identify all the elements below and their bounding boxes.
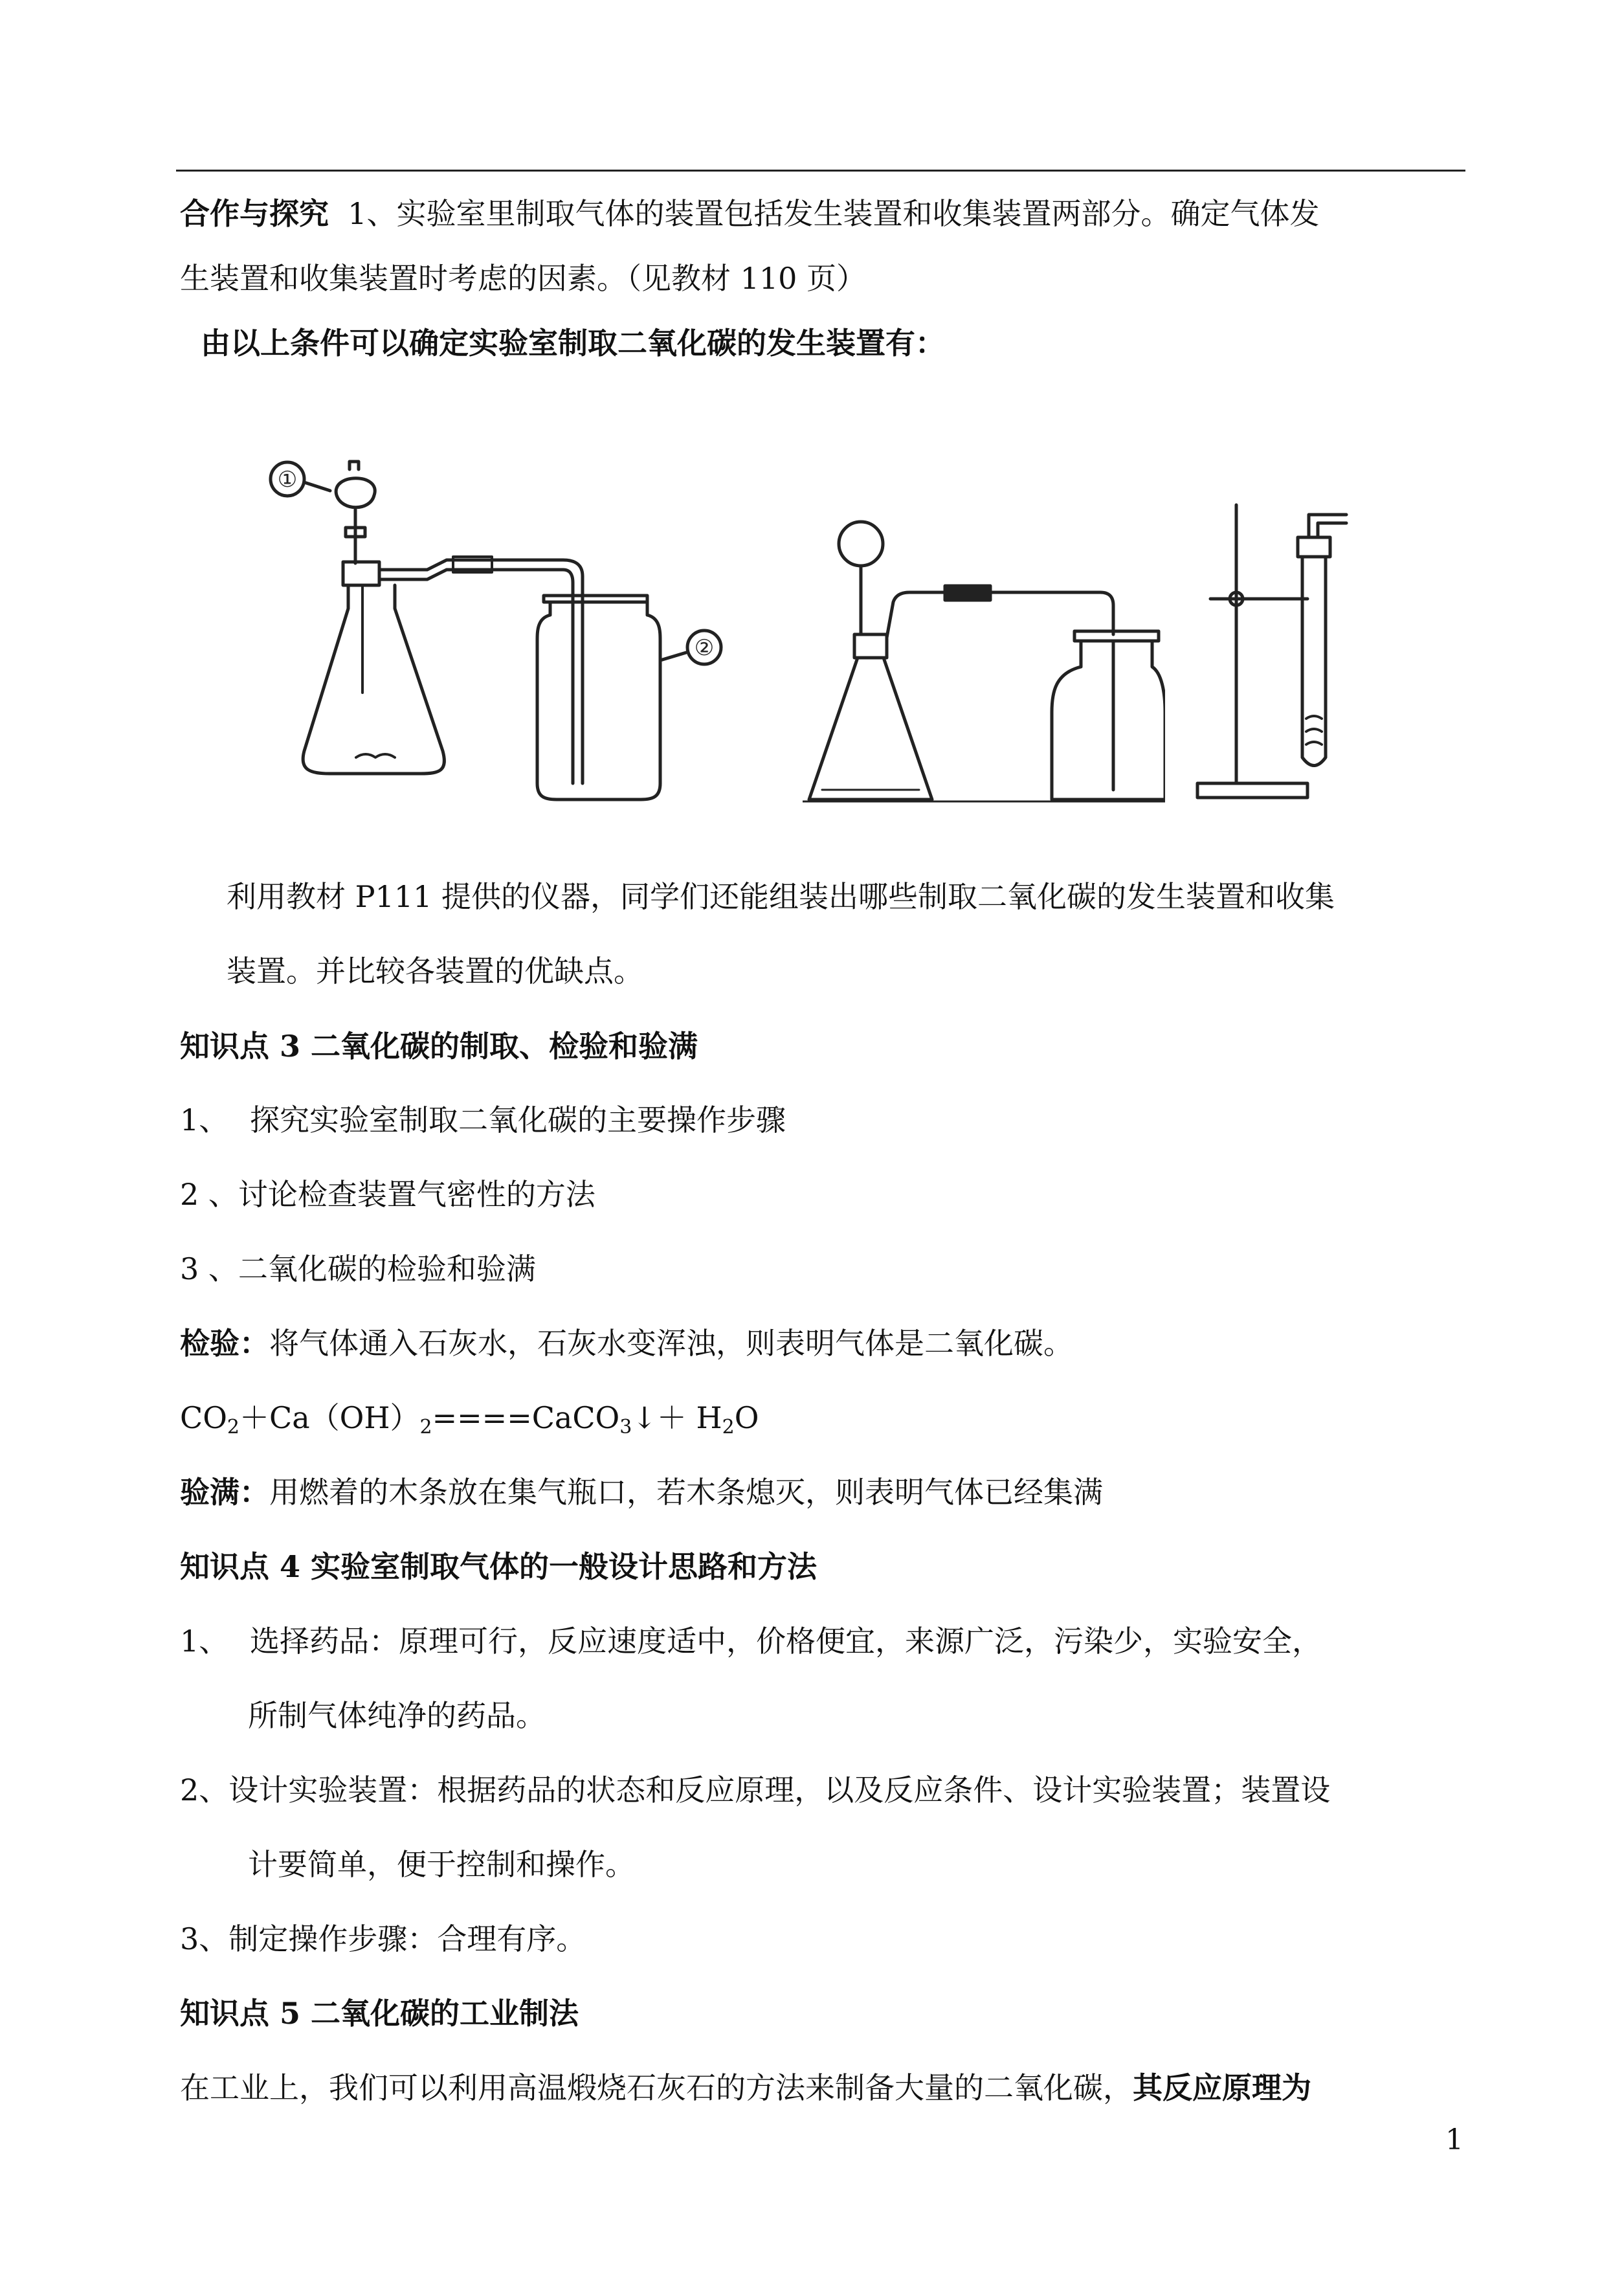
kp3-item-1-text: 探究实验室制取二氧化碳的主要操作步骤 [250, 1102, 786, 1137]
eq-part: O [734, 1400, 759, 1435]
apparatus-figure-middle [803, 505, 1165, 816]
kp4-heading: 知识点 4 实验室制取气体的一般设计思路和方法 [180, 1549, 818, 1584]
kp4-item-1-text: 选择药品：原理可行，反应速度适中，价格便宜，来源广泛，污染少，实验安全， [250, 1624, 1322, 1659]
apparatus-figure-right [1191, 498, 1385, 809]
kp5-text-plain: 在工业上，我们可以利用高温煅烧石灰石的方法来制备大量的二氧化碳， [180, 2070, 1133, 2105]
kp5-heading: 知识点 5 二氧化碳的工业制法 [180, 1996, 579, 2031]
eq-sub: 3 [619, 1416, 632, 1438]
kp3-full-label: 验满： [180, 1475, 269, 1510]
kp4-item-1 [180, 1622, 1322, 1661]
kp4-item-2-cont: 计要简单，便于控制和操作。 [248, 1847, 635, 1882]
p111-line-2: 装置。并比较各装置的优缺点。 [227, 954, 643, 989]
intro-text-1: 1、实验室里制取气体的装置包括发生装置和收集装置两部分。确定气体发 [348, 196, 1320, 231]
eq-sub: 2 [227, 1416, 240, 1438]
kp3-item-1 [180, 1101, 786, 1139]
intro-line-1 [180, 194, 1320, 233]
eq-sub: 2 [722, 1416, 735, 1438]
eq-part: ====CaCO [432, 1400, 620, 1435]
kp4-item-3: 3、制定操作步骤：合理有序。 [180, 1921, 586, 1956]
kp5-text-bold: 其反应原理为 [1133, 2070, 1311, 2105]
figure-label-1: ① [277, 467, 298, 493]
kp3-test-label: 检验： [180, 1326, 269, 1361]
kp3-item-1-num: 1、 [180, 1102, 229, 1137]
eq-part: ＋Ca（OH） [239, 1400, 420, 1435]
eq-part: CO [180, 1400, 227, 1435]
p111-line-1: 利用教材 P111 提供的仪器，同学们还能组装出哪些制取二氧化碳的发生装置和收集 [227, 879, 1335, 914]
header-rule [176, 170, 1465, 172]
kp3-full-line [180, 1473, 1103, 1512]
eq-sub: 2 [419, 1416, 432, 1438]
kp4-item-1-cont: 所制气体纯净的药品。 [248, 1698, 546, 1733]
kp4-item-2: 2、设计实验装置：根据药品的状态和反应原理，以及反应条件、设计实验装置；装置设 [180, 1773, 1331, 1807]
kp3-equation [180, 1398, 759, 1437]
kp3-full-text: 用燃着的木条放在集气瓶口，若木条熄灭，则表明气体已经集满 [269, 1475, 1103, 1510]
kp3-item-2: 2 、讨论检查装置气密性的方法 [180, 1177, 595, 1212]
kp5-text [180, 2068, 1311, 2107]
page-number: 1 [1445, 2123, 1463, 2156]
kp3-heading: 知识点 3 二氧化碳的制取、检验和验满 [180, 1029, 698, 1064]
kp3-test-line [180, 1324, 1073, 1363]
kp3-item-3: 3 、二氧化碳的检验和验满 [180, 1251, 536, 1286]
figure-label-2: ② [694, 635, 715, 661]
kp4-item-1-num: 1、 [180, 1624, 229, 1659]
apparatus-figure-left [259, 447, 751, 809]
eq-part: ↓＋ H [632, 1400, 722, 1435]
intro-bold-line: 由以上条件可以确定实验室制取二氧化碳的发生装置有： [201, 326, 945, 361]
intro-line-2: 生装置和收集装置时考虑的因素。（见教材 110 页） [180, 261, 867, 296]
kp3-test-text: 将气体通入石灰水，石灰水变浑浊，则表明气体是二氧化碳。 [269, 1326, 1073, 1361]
intro-lead: 合作与探究 [180, 196, 329, 231]
